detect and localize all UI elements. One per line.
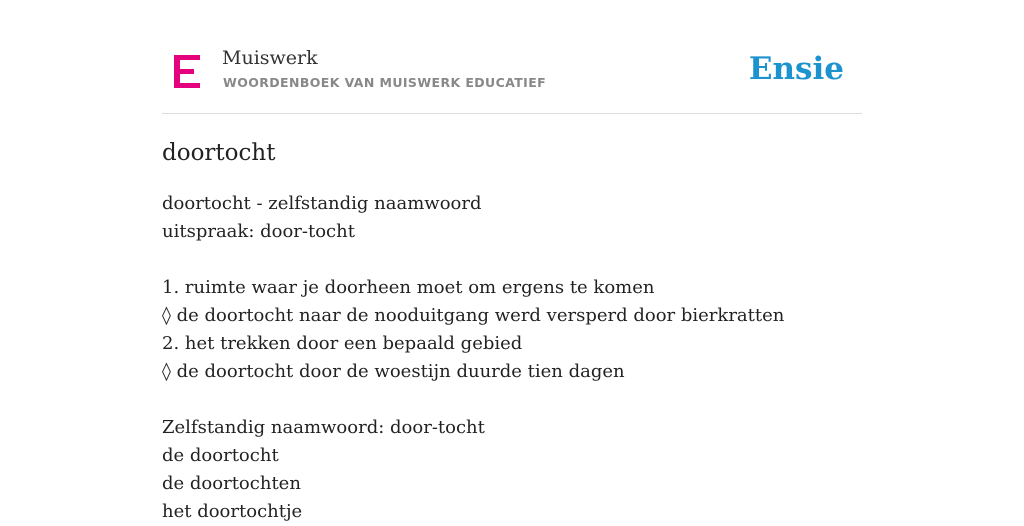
entry-content: [162, 190, 784, 526]
ensie-logo-link[interactable]: Ensie: [748, 51, 844, 87]
pronunciation: uitspraak: door-tocht: [162, 221, 355, 242]
example-line: ◊ de doortocht door de woestijn duurde tien dagen: [162, 361, 625, 382]
page-title: doortocht: [162, 140, 276, 166]
example-line: ◊ de doortocht naar de nooduitgang werd versperd door bierkratten: [162, 305, 785, 326]
word-form: het doortochtje: [162, 501, 303, 522]
definition-line: 1. ruimte waar je doorheen moet om ergens te komen: [162, 277, 655, 298]
brand-subtitle: WOORDENBOEK VAN MUISWERK EDUCATIEF: [223, 75, 547, 90]
muiswerk-logo-icon[interactable]: [174, 55, 200, 88]
forms-heading: Zelfstandig naamwoord: door-tocht: [162, 417, 485, 438]
site-header: [162, 0, 862, 114]
word-form: de doortocht: [162, 445, 279, 466]
word-form: de doortochten: [162, 473, 301, 494]
definition-line: 2. het trekken door een bepaald gebied: [162, 333, 523, 354]
brand-name[interactable]: Muiswerk: [222, 47, 318, 69]
entry-heading: doortocht - zelfstandig naamwoord: [162, 193, 482, 214]
page-container: [162, 0, 862, 522]
